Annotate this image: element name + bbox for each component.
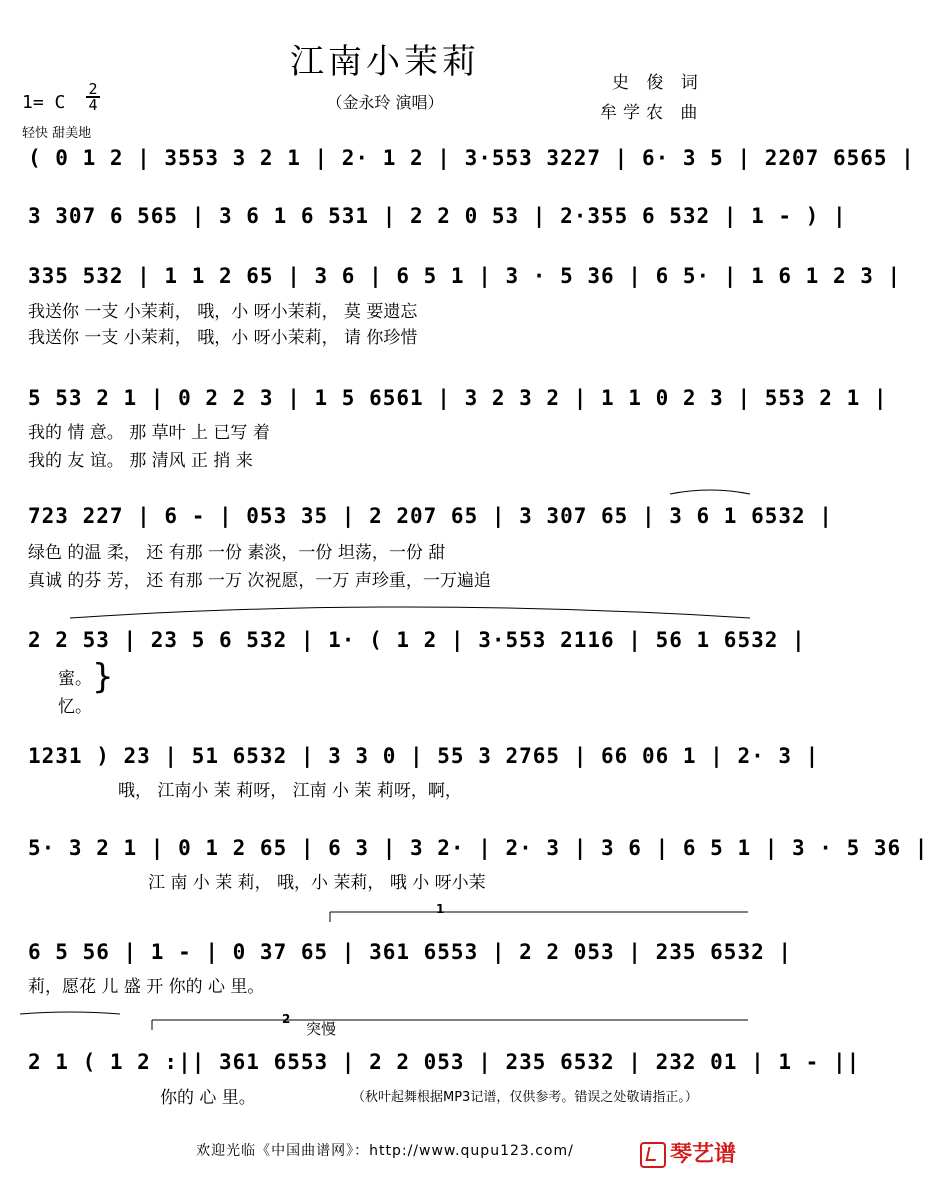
song-title: 江南小茉莉 [290,42,480,82]
lyric-row-6-verse-1: 蜜。 [58,669,92,689]
lyric-row-7: 哦， 江南小 茉 莉呀， 江南 小 茉 莉呀，啊， [118,781,462,801]
lyric-row-4-verse-1: 我的 情 意。 那 草叶 上 已写 着 [28,423,270,443]
tempo-marking: 轻快 甜美地 [22,126,92,141]
lyric-row-4-verse-2: 我的 友 谊。 那 清风 正 捎 来 [28,451,253,471]
long-slur-row-6 [70,607,750,618]
meter-bottom: 4 [88,96,98,114]
notation-row-5: 723 227 | 6 - | 053 35 | 2 207 65 | 3 307 65 | 3 6 1 6532 | [28,504,833,528]
lyric-row-3-verse-1: 我送你 一支 小茉莉， 哦，小 呀小茉莉， 莫 要遗忘 [28,302,418,322]
notation-row-8: 5· 3 2 1 | 0 1 2 65 | 6 3 | 3 2· | 2· 3 | 3 6 | 6 5 1 | 3 · 5 36 | [28,836,928,860]
lyric-row-9: 莉，愿花 儿 盛 开 你的 心 里。 [28,977,265,997]
logo-text: 琴艺谱 [670,1142,737,1167]
key-signature: 1= C [22,92,66,113]
volta-1-label: 1 [436,902,445,916]
tempo-change-mark: 突慢 [306,1020,337,1038]
slur-row-5 [670,490,750,494]
lyric-row-6-verse-2: 忆。 [58,697,92,717]
lyric-row-3-verse-2: 我送你 一支 小茉莉， 哦，小 呀小茉莉， 请 你珍惜 [28,328,418,348]
verse-brace: } [92,657,114,697]
composer-credit: 牟学农 曲 [600,103,704,123]
lyric-row-8: 江 南 小 茉 莉， 哦，小 茉莉， 哦 小 呀小茉 [148,873,486,893]
transcription-note: （秋叶起舞根据MP3记谱，仅供参考。错误之处敬请指正。） [352,1090,698,1105]
meter-top: 2 [88,80,98,98]
slur-row-10 [20,1012,120,1014]
notation-row-6: 2 2 53 | 23 5 6 532 | 1· ( 1 2 | 3·553 2116 | 56 1 6532 | [28,628,806,652]
site-footer: 欢迎光临《中国曲谱网》：http://www.qupu123.com/ [196,1143,574,1159]
volta-2-label: 2 [282,1012,291,1026]
lyricist-credit: 史 俊 词 [612,73,704,93]
notation-row-9: 6 5 56 | 1 - | 0 37 65 | 361 6553 | 2 2 053 | 235 6532 | [28,940,793,964]
singer-credit: （金永玲 演唱） [326,93,444,112]
notation-row-7: 1231 ) 23 | 51 6532 | 3 3 0 | 55 3 2765 | 66 06 1 | 2· 3 | [28,744,820,768]
notation-row-4: 5 53 2 1 | 0 2 2 3 | 1 5 6561 | 3 2 3 2 | 1 1 0 2 3 | 553 2 1 | [28,386,888,410]
lyric-row-5-verse-2: 真诚 的芬 芳， 还 有那 一万 次祝愿，一万 声珍重，一万遍追 [28,571,491,591]
notation-row-10: 2 1 ( 1 2 :|| 361 6553 | 2 2 053 | 235 6532 | 232 01 | 1 - || [28,1050,861,1074]
notation-row-2: 3 307 6 565 | 3 6 1 6 531 | 2 2 0 53 | 2·355 6 532 | 1 - ) | [28,204,847,228]
notation-row-3: 335 532 | 1 1 2 65 | 3 6 | 6 5 1 | 3 · 5 36 | 6 5· | 1 6 1 2 3 | [28,264,902,288]
lyric-row-5-verse-1: 绿色 的温 柔， 还 有那 一份 素淡，一份 坦荡，一份 甜 [28,543,446,563]
notation-row-1: ( 0 1 2 | 3553 3 2 1 | 2· 1 2 | 3·553 3227 | 6· 3 5 | 2207 6565 | [28,146,915,170]
lyric-row-10: 你的 心 里。 [160,1088,256,1108]
